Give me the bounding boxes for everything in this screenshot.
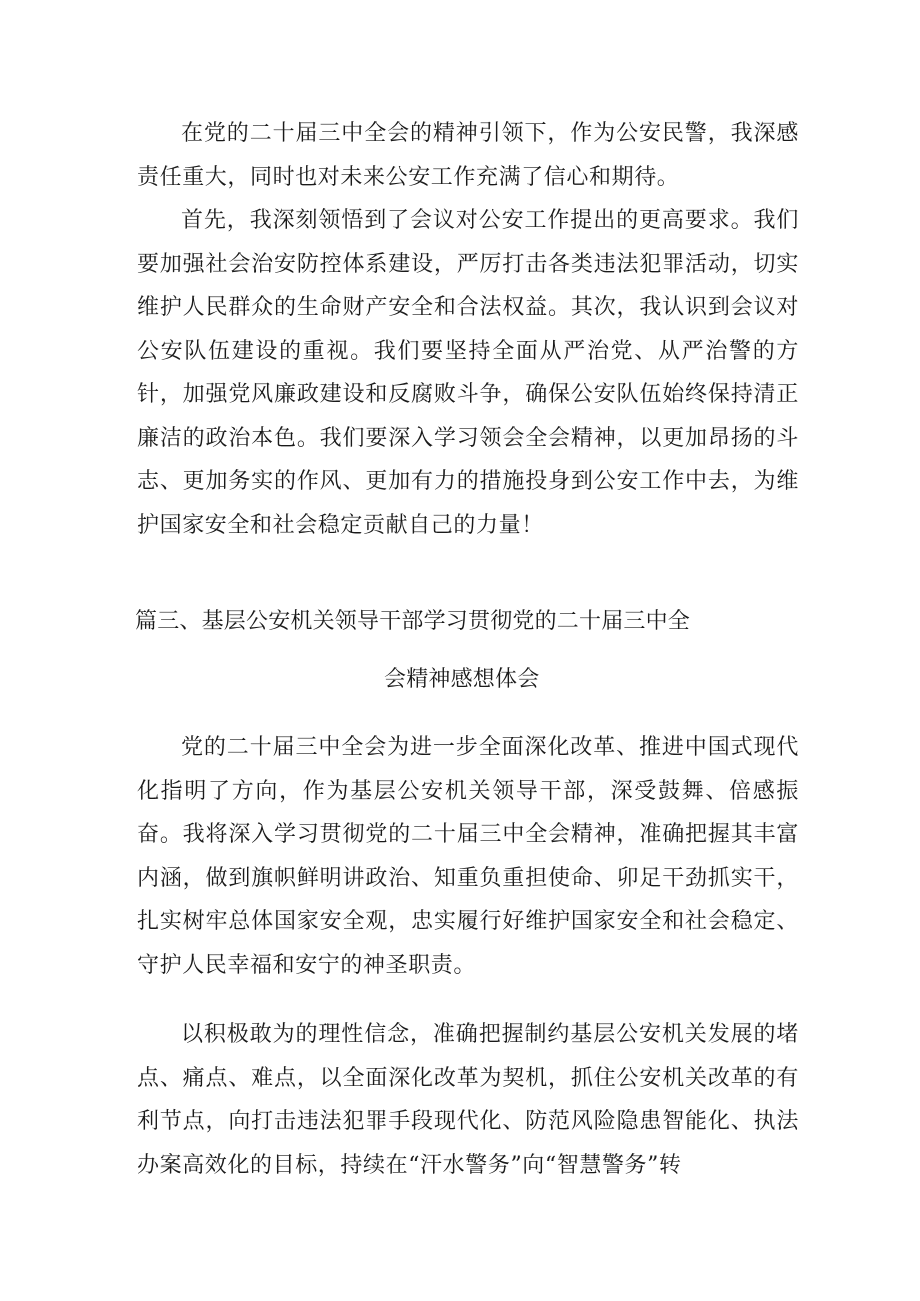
body-paragraph: 党的二十届三中全会为进一步全面深化改革、推进中国式现代化指明了方向，作为基层公安机关领导干部，深受鼓舞、倍感振奋。我将深入学习贯彻党的二十届三中全会精神，准确把握其丰富内涵，做到旗帜鲜明讲政治、知重负重担使命、卯足干劲抓实干，扎实树牢总体国家安全观，忠实履行好维护国家安全和社会稳定、守护人民幸福和安宁的神圣职责。 bbox=[137, 735, 799, 978]
body-paragraph: 以积极敢为的理性信念，准确把握制约基层公安机关发展的堵点、痛点、难点，以全面深化改革为契机，抓住公安机关改革的有利节点，向打击违法犯罪手段现代化、防范风险隐患智能化、执法办案高效化的目标，持续在“汗水警务”向“智慧警务”转 bbox=[137, 1022, 799, 1178]
body-paragraph: 在党的二十届三中全会的精神引领下，作为公安民警，我深感责任重大，同时也对未来公安工作充满了信心和期待。 bbox=[137, 121, 799, 190]
section-title-line-1: 篇三、基层公安机关领导干部学习贯彻党的二十届三中全 bbox=[135, 609, 691, 634]
section-title-line-2: 会精神感想体会 bbox=[384, 667, 540, 692]
body-paragraph: 首先，我深刻领悟到了会议对公安工作提出的更高要求。我们要加强社会治安防控体系建设，严厉打击各类违法犯罪活动，切实维护人民群众的生命财产安全和合法权益。其次，我认识到会议对公安队伍建设的重视。我们要坚持全面从严治党、从严治警的方针，加强党风廉政建设和反腐败斗争，确保公安队伍始终保持清正廉洁的政治本色。我们要深入学习领会全会精神，以更加昂扬的斗志、更加务实的作风、更加有力的措施投身到公安工作中去，为维护国家安全和社会稳定贡献自己的力量！ bbox=[137, 208, 799, 538]
